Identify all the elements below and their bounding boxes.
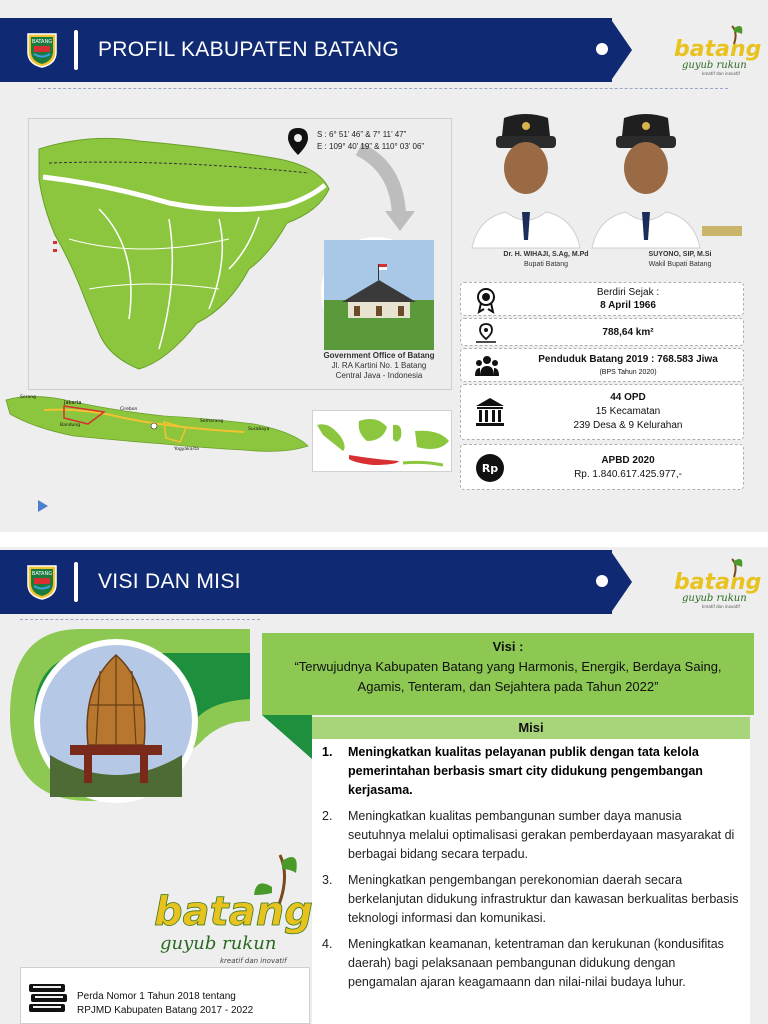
svg-text:Rp: Rp (481, 462, 499, 475)
slide-header (0, 18, 632, 82)
svg-text:Bandung: Bandung (60, 423, 81, 428)
misi-heading: Misi (312, 717, 750, 739)
svg-text:Serang: Serang (20, 395, 36, 400)
batang-crest-icon (26, 564, 58, 600)
svg-text:Yogyakarta: Yogyakarta (174, 447, 199, 452)
info-card-budget: Rp APBD 2020 Rp. 1.840.617.425.977,- (460, 444, 744, 490)
svg-text:kreatif dan inovatif: kreatif dan inovatif (702, 71, 740, 76)
leaders-photo (466, 108, 754, 248)
misi-list (312, 739, 750, 1024)
leader-1: Dr. H. WIHAJI, S.Ag, M.Pd Bupati Batang (503, 251, 589, 268)
header-dot (596, 43, 608, 55)
perda-reference: Perda Nomor 1 Tahun 2018 tentang RPJMD Kabupaten Batang 2017 - 2022 (20, 967, 310, 1024)
svg-text:batang: batang (154, 889, 313, 935)
svg-text:guyub rukun: guyub rukun (682, 593, 747, 604)
page-title: PROFIL KABUPATEN BATANG (98, 38, 399, 61)
svg-text:kreatif dan inovatif: kreatif dan inovatif (702, 604, 740, 609)
indonesia-map (312, 410, 452, 472)
svg-text:Cirebon: Cirebon (120, 407, 138, 412)
svg-text:BATANG: BATANG (31, 39, 53, 45)
svg-text:guyub rukun: guyub rukun (160, 933, 277, 954)
list-item: 2. Meningkatkan kualitas pembangunan sumber daya manusia seutuhnya melalui optimalisasi gerakan pemberdayaan masyarakat di berbagai bidang secara terpadu. (322, 809, 735, 861)
svg-text:Surabaya: Surabaya (248, 427, 270, 432)
books-icon (27, 980, 69, 1020)
svg-text:kreatif dan inovatif: kreatif dan inovatif (220, 957, 287, 965)
area-pin-icon (475, 323, 497, 343)
info-card-area: 788,64 km² (460, 318, 744, 346)
monument-ring-graphic (0, 625, 260, 825)
slide-header (0, 550, 632, 614)
rupiah-icon (475, 453, 505, 483)
list-item: 3. Meningkatkan pengembangan perekonomian daerah secara berkelanjutan didukung infrastruktur dan kawasan berkualitas berbasis teknologi informasi dan komunikasi. (322, 873, 739, 925)
svg-text:Semarang: Semarang (200, 419, 224, 424)
leader-2: SUYONO, SIP, M.Si Wakil Bupati Batang (648, 251, 712, 268)
header-dot (596, 575, 608, 587)
info-card-population: Penduduk Batang 2019 : 768.583 Jiwa (BPS Tahun 2020) (460, 348, 744, 382)
location-pin-icon (287, 127, 309, 157)
slide-visi-misi (0, 547, 768, 1024)
batang-logo (672, 22, 762, 78)
svg-text:batang: batang (674, 570, 762, 595)
info-card-government: 44 OPD 15 Kecamatan 239 Desa & 9 Kelurahan (460, 384, 744, 440)
java-island-map (4, 388, 310, 468)
people-icon (475, 355, 499, 377)
medal-icon (475, 287, 497, 313)
svg-text:Jakarta: Jakarta (64, 400, 82, 406)
svg-text:guyub rukun: guyub rukun (682, 60, 747, 71)
batang-logo (672, 555, 762, 611)
page-title: VISI DAN MISI (98, 570, 241, 593)
coordinates: S : 6° 51’ 46” & 7° 11’ 47” E : 109° 40’ 19” & 110° 03’ 06” (317, 130, 425, 151)
batang-crest-icon (26, 32, 58, 68)
gov-office-photo (321, 237, 431, 347)
visi-panel: Visi : “Terwujudnya Kabupaten Batang yang Harmonis, Energik, Berdaya Saing, Agamis, Tenteram, dan Sejahtera pada Tahun 2022” (262, 633, 754, 715)
info-card-founded: Berdiri Sejak : 8 April 1966 (460, 282, 744, 316)
svg-text:batang: batang (674, 37, 762, 62)
list-item: 1. Meningkatkan kualitas pelayanan publik dengan tata kelola pemerintahan berbasis smart city didukung pengembangan kerjasama. (322, 745, 703, 797)
svg-text:BATANG: BATANG (31, 571, 53, 577)
gov-office-caption: Government Office of Batang Jl. RA Kartini No. 1 Batang Central Java - Indonesia (323, 351, 435, 380)
list-item: 4. Meningkatkan keamanan, ketentraman dan kerukunan (kondusifitas daerah) bagi pelaksanaan pembangunan didukung dengan pengamalan ajaran keagamaann dan nilai-nilai budaya luhur. (322, 937, 724, 989)
batang-logo-large (150, 847, 320, 971)
government-building-icon (475, 397, 505, 427)
play-arrow-icon[interactable] (38, 500, 48, 512)
regency-map (28, 118, 452, 390)
